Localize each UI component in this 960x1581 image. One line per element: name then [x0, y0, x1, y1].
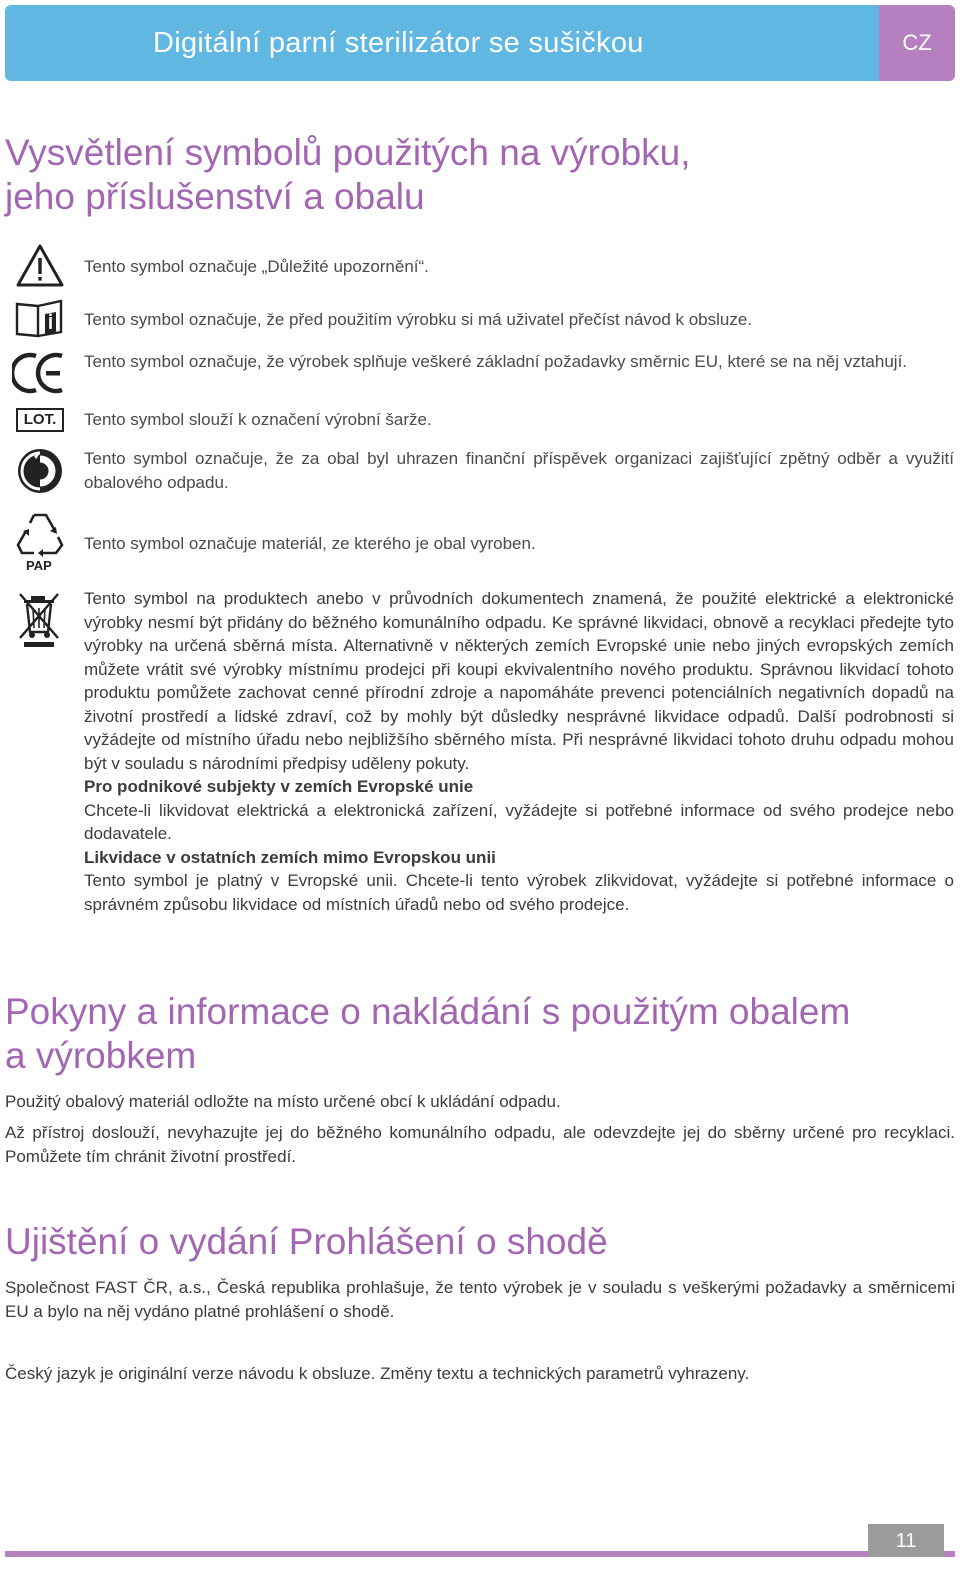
section-title-line: Pokyny a informace o nakládání s použitým obalem: [5, 991, 851, 1032]
weee-description: [84, 587, 954, 916]
crossed-bin-icon: [14, 588, 66, 648]
other-heading: Likvidace v ostatních zemích mimo Evropskou unii: [84, 847, 496, 867]
section-title-symbols: [5, 131, 691, 219]
section-title-packaging: [5, 990, 850, 1078]
page-number: 11: [868, 1524, 944, 1557]
packaging-paragraph-2: Až přístroj doslouží, nevyhazujte jej do běžného komunálního odpadu, ale odevzdejte jej do sběrny určené pro recyklaci. Pomůžete tím chránit životní prostředí.: [5, 1123, 955, 1166]
other-text: Tento symbol je platný v Evropské unii. Chcete-li tento výrobek zlikvidovat, vyžádejte si potřebné informace o správném způsobu likvidace od místních úřadů nebo od svého prodejce.: [84, 871, 954, 914]
footer-note: Český jazyk je originální verze návodu k obsluze. Změny textu a technických parametrů vyhrazeny.: [5, 1364, 750, 1383]
section-title-line: jeho příslušenství a obalu: [5, 176, 425, 217]
packaging-paragraph-1: Použitý obalový materiál odložte na místo určené obcí k ukládání odpadu.: [5, 1092, 561, 1111]
section-title-line: Ujištění o vydání Prohlášení o shodě: [5, 1221, 608, 1262]
manual-info-icon: [12, 298, 68, 348]
conformity-paragraph: Společnost FAST ČR, a.s., Česká republika prohlašuje, že tento výrobek je v souladu s veškerými požadavky a směrnicemi EU a bylo na něj vydáno platné prohlášení o shodě.: [5, 1278, 955, 1321]
footer-bar: [5, 1551, 955, 1557]
section-title-line: a výrobkem: [5, 1035, 197, 1076]
weee-intro: Tento symbol na produktech anebo v průvodních dokumentech znamená, že použité elektrické a elektronické výrobky nesmí být přidány do běžného komunálního odpadu. Ke správné likvidaci, obnově a recyklaci předejte tyto výrobky na určená sběrná místa. Alternativně v některých zemích Evropské unie nebo jiných evropských zemích můžete vrátit své výrobky místnímu prodejci při koupi ekvivalentního nového produktu. Správnou likvidací tohoto produktu pomůžete zachovat cenné přírodní zdroje a napomáháte prevenci potenciálních negativních dopadů na životní prostředí a lidské zdraví, což by mohly být důsledky nesprávné likvidace odpadů. Další podrobnosti si vyžádejte od místního úřadu nebo nejbližšího sběrného místa. Při nesprávné likvidaci tohoto druhu odpadu mohou být v souladu s národními předpisy uděleny pokuty.: [84, 589, 954, 773]
page-header: [5, 5, 955, 81]
recycling-pap-icon: [12, 509, 68, 579]
symbol-description: Tento symbol označuje materiál, ze kterého je obal vyroben.: [84, 534, 536, 553]
section-title-line: Vysvětlení symbolů použitých na výrobku,: [5, 132, 691, 173]
header-title: Digitální parní sterilizátor se sušičkou: [5, 5, 879, 81]
eu-text: Chcete-li likvidovat elektrická a elektronická zařízení, vyžádejte si potřebné informace od svého prodejce nebo dodavatele.: [84, 800, 954, 843]
eu-heading: Pro podnikové subjekty v zemích Evropské unie: [84, 777, 474, 796]
symbol-description: Tento symbol označuje, že výrobek splňuje veškeré základní požadavky směrnic EU, které se na něj vztahují.: [84, 352, 908, 371]
warning-triangle-icon: [12, 243, 68, 293]
ce-mark-icon: [12, 350, 68, 400]
symbol-description: Tento symbol označuje, že za obal byl uhrazen finanční příspěvek organizaci zajišťující zpětný odběr a využití obalového odpadu.: [84, 449, 954, 492]
section-title-conformity: [5, 1220, 608, 1264]
symbol-description: Tento symbol označuje „Důležité upozornění“.: [84, 257, 429, 276]
language-badge: CZ: [879, 5, 955, 81]
pap-label: PAP: [26, 558, 52, 573]
symbol-description: Tento symbol slouží k označení výrobní šarže.: [84, 410, 432, 429]
lot-label: LOT.: [16, 408, 64, 432]
symbol-description: Tento symbol označuje, že před použitím výrobku si má uživatel přečíst návod k obsluze.: [84, 310, 753, 329]
green-dot-icon: [12, 447, 68, 497]
